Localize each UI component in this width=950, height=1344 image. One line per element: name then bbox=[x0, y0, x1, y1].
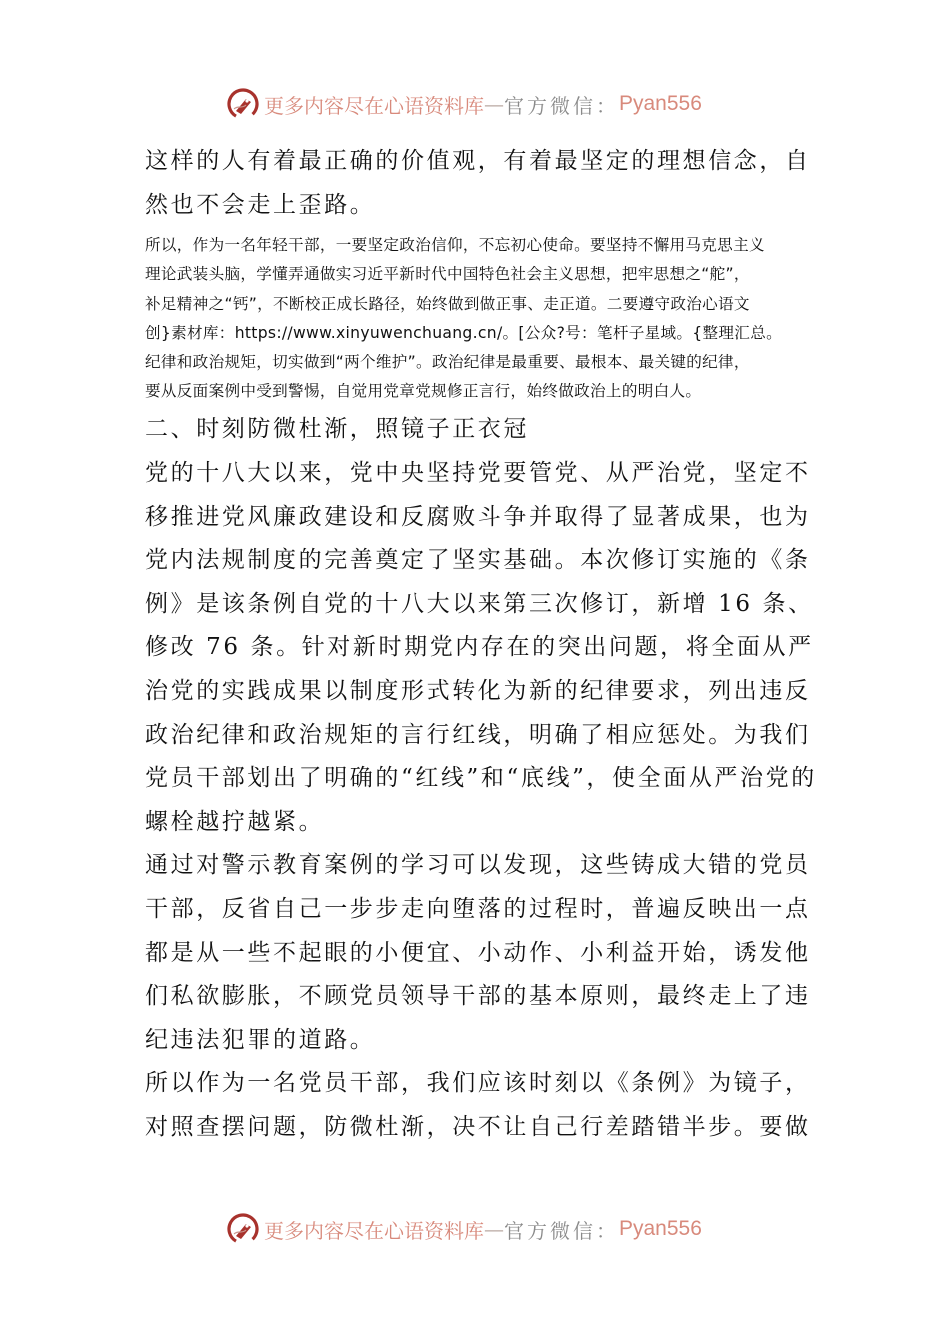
banner-site-text: 更多内容尽在心语资料库 bbox=[264, 93, 484, 118]
pen-nib-logo-icon bbox=[226, 1212, 260, 1246]
paragraph-1: 这样的人有着最正确的价值观，有着最坚定的理想信念，自然也不会走上歪路。 bbox=[145, 148, 811, 218]
paragraph-2-line: 补足精神之“钙”，不断校正成长路径，始终做到做正事、走正道。二要遵守政治心语文 bbox=[145, 294, 750, 313]
banner-wechat-id: Pyan556 bbox=[619, 1217, 702, 1240]
paragraph-2 bbox=[145, 231, 825, 406]
banner-dash: — bbox=[484, 1217, 504, 1241]
paragraph-5: 所以作为一名党员干部，我们应该时刻以《条例》为镜子，对照查摆问题，防微杜渐，决不让自己行差踏错半步。要做 bbox=[145, 1070, 811, 1140]
banner-wechat-label: 官方微信： bbox=[504, 1218, 619, 1243]
paragraph-2-line: 纪律和政治规矩，切实做到“两个维护”。政治纪律是最重要、最根本、最关键的纪律， bbox=[145, 353, 750, 371]
header-banner bbox=[226, 86, 716, 122]
banner-wechat-label: 官方微信： bbox=[504, 93, 619, 118]
paragraph-4: 通过对警示教育案例的学习可以发现，这些铸成大错的党员干部，反省自己一步步走向堕落的过程时，普遍反映出一点都是从一些不起眼的小便宜、小动作、小利益开始，诱发他们私欲膨胀，不顾党员领导干部的基本原则，最终走上了违纪违法犯罪的道路。 bbox=[145, 852, 811, 1053]
paragraph-3: 党的十八大以来，党中央坚持党要管党、从严治党，坚定不移推进党风廉政建设和反腐败斗争并取得了显著成果，也为党内法规制度的完善奠定了坚实基础。本次修订实施的《条例》是该条例自党的十八大以来第三次修订，新增 16 条、修改 76 条。针对新时期党内存在的突出问题，将全面从严治党的实践成果以制度形式转化为新的纪律要求，列出违反政治纪律和政治规矩的言行红线，明确了相应惩处。为我们党员干部划出了明确的“红线”和“底线”，使全面从严治党的螺栓越拧越紧。 bbox=[145, 460, 817, 835]
paragraph-2-line: 创}素材库：https://www.xinyuwenchuang.cn/。[公众?号：笔杆子星域。{整理汇总。 bbox=[145, 323, 782, 342]
paragraph-2-line: 要从反面案例中受到警惕，自觉用党章党规修正言行，始终做政治上的明白人。 bbox=[145, 382, 702, 401]
section-heading: 二、时刻防微杜渐，照镜子正衣冠 bbox=[145, 416, 529, 443]
footer-banner bbox=[226, 1211, 716, 1247]
banner-dash: — bbox=[484, 92, 504, 116]
document-body bbox=[145, 140, 825, 1150]
paragraph-2-line: 所以，作为一名年轻干部，一要坚定政治信仰，不忘初心使命。要坚持不懈用马克思主义 bbox=[145, 236, 765, 255]
paragraph-2-line: 理论武装头脑，学懂弄通做实习近平新时代中国特色社会主义思想，把牢思想之“舵”， bbox=[145, 265, 750, 284]
banner-wechat-id: Pyan556 bbox=[619, 92, 702, 115]
pen-nib-logo-icon bbox=[226, 87, 260, 121]
banner-site-text: 更多内容尽在心语资料库 bbox=[264, 1218, 484, 1243]
